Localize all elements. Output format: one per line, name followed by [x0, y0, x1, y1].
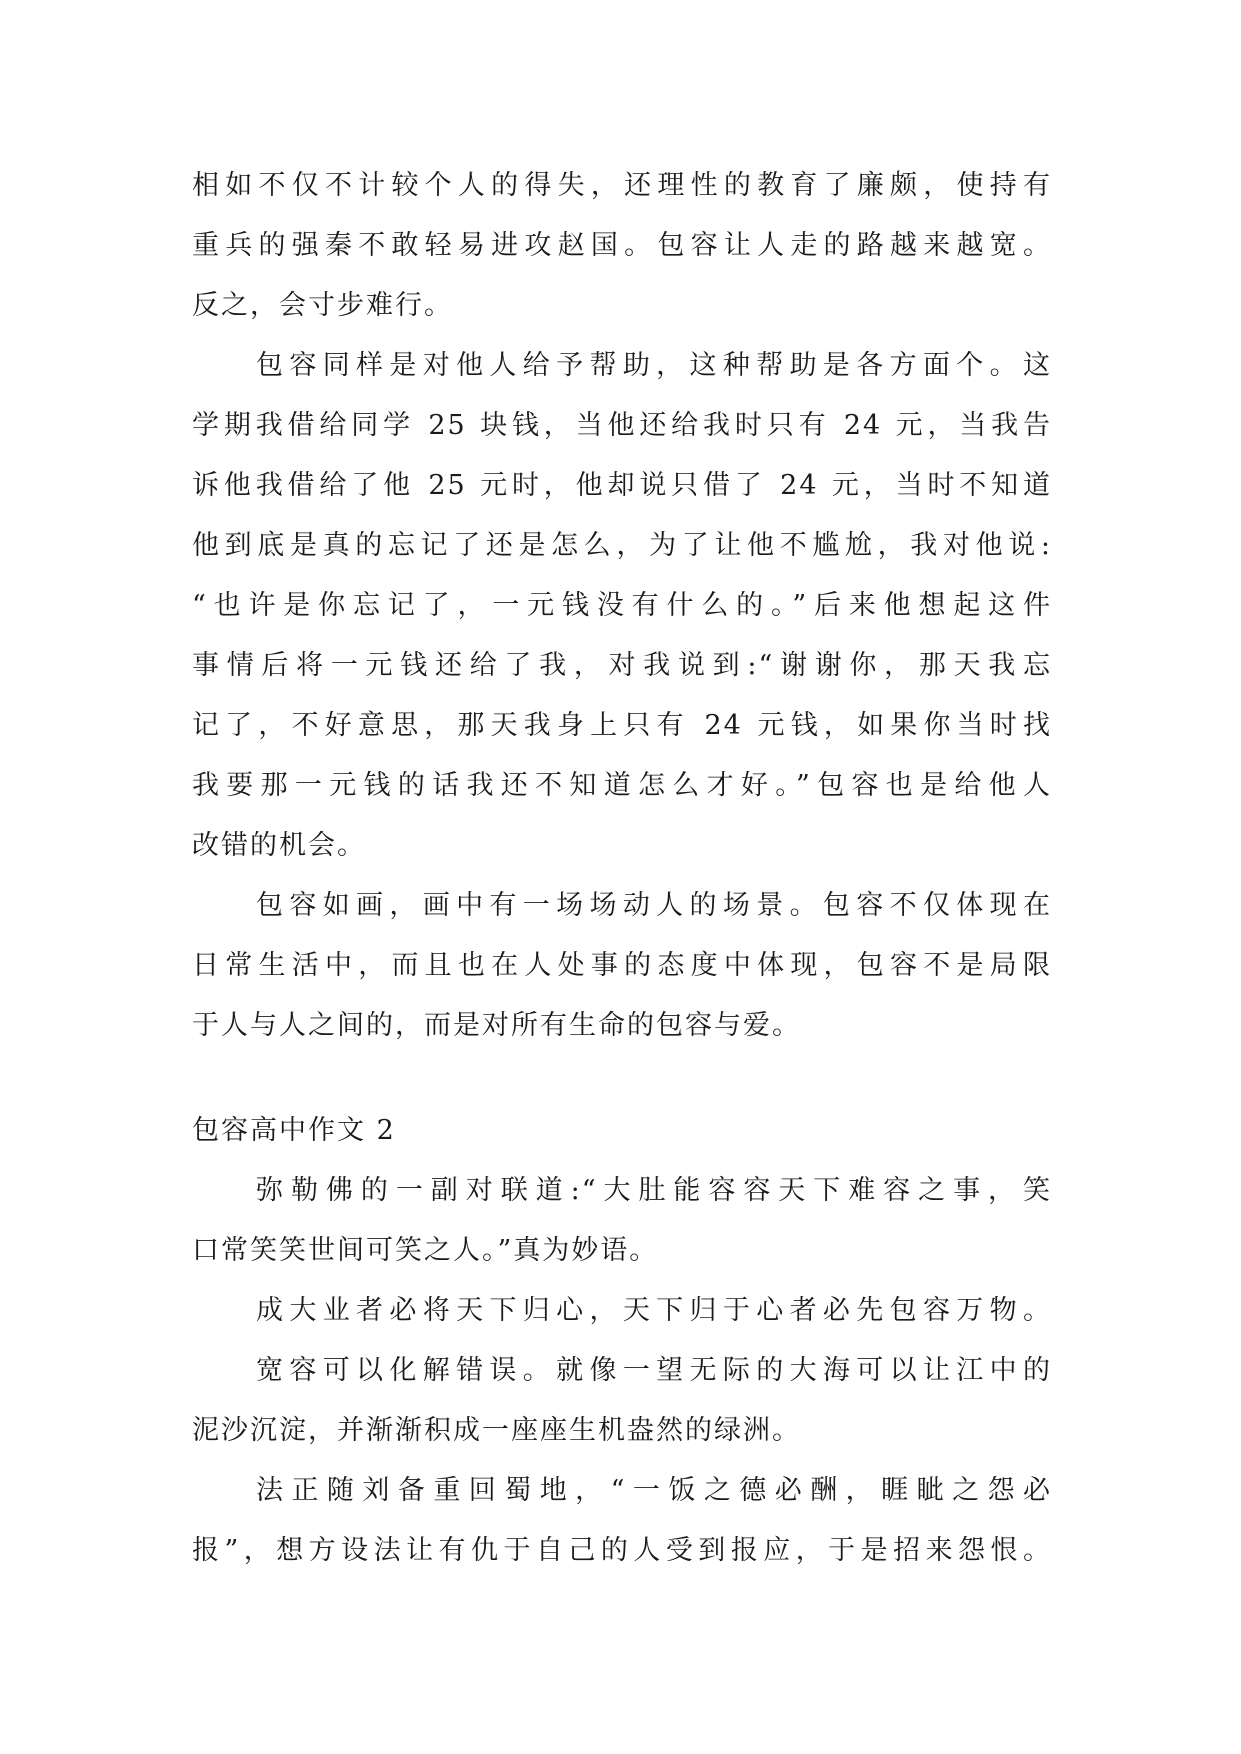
paragraph-line: 泥沙沉淀，并渐渐积成一座座生机盎然的绿洲。 — [192, 1415, 801, 1446]
paragraph-line: 弥勒佛的一副对联道:“大肚能容容天下难容之事，笑 — [256, 1175, 1052, 1206]
paragraph-line: 学期我借给同学 25 块钱，当他还给我时只有 24 元，当我告 — [192, 410, 1052, 441]
paragraph-line: 事情后将一元钱还给了我，对我说到:“谢谢你，那天我忘 — [192, 650, 1052, 681]
paragraph-line: 包容同样是对他人给予帮助，这种帮助是各方面个。这 — [256, 350, 1052, 381]
paragraph-line: 口常笑笑世间可笑之人。”真为妙语。 — [192, 1235, 659, 1266]
paragraph-line: 相如不仅不计较个人的得失，还理性的教育了廉颇，使持有 — [192, 170, 1052, 201]
paragraph-line: 于人与人之间的，而是对所有生命的包容与爱。 — [192, 1010, 801, 1041]
paragraph-line: 法正随刘备重回蜀地，“一饭之德必酬，睚眦之怨必 — [256, 1475, 1052, 1506]
section-heading: 包容高中作文 2 — [192, 1115, 396, 1146]
paragraph-line: 宽容可以化解错误。就像一望无际的大海可以让江中的 — [256, 1355, 1052, 1386]
paragraph-line: 反之，会寸步难行。 — [192, 290, 453, 321]
paragraph-line: 重兵的强秦不敢轻易进攻赵国。包容让人走的路越来越宽。 — [192, 230, 1052, 261]
paragraph-line: 成大业者必将天下归心，天下归于心者必先包容万物。 — [256, 1295, 1052, 1326]
paragraph-line: 改错的机会。 — [192, 830, 366, 861]
paragraph-line: 我要那一元钱的话我还不知道怎么才好。”包容也是给他人 — [192, 770, 1052, 801]
paragraph-line: 包容如画，画中有一场场动人的场景。包容不仅体现在 — [256, 890, 1052, 921]
paragraph-line: 报”，想方设法让有仇于自己的人受到报应，于是招来怨恨。 — [192, 1535, 1052, 1566]
paragraph-line: 他到底是真的忘记了还是怎么，为了让他不尴尬，我对他说: — [192, 530, 1052, 561]
paragraph-line: 日常生活中，而且也在人处事的态度中体现，包容不是局限 — [192, 950, 1052, 981]
paragraph-line: “也许是你忘记了，一元钱没有什么的。”后来他想起这件 — [192, 590, 1052, 621]
paragraph-line: 诉他我借给了他 25 元时，他却说只借了 24 元，当时不知道 — [192, 470, 1052, 501]
paragraph-line: 记了，不好意思，那天我身上只有 24 元钱，如果你当时找 — [192, 710, 1052, 741]
